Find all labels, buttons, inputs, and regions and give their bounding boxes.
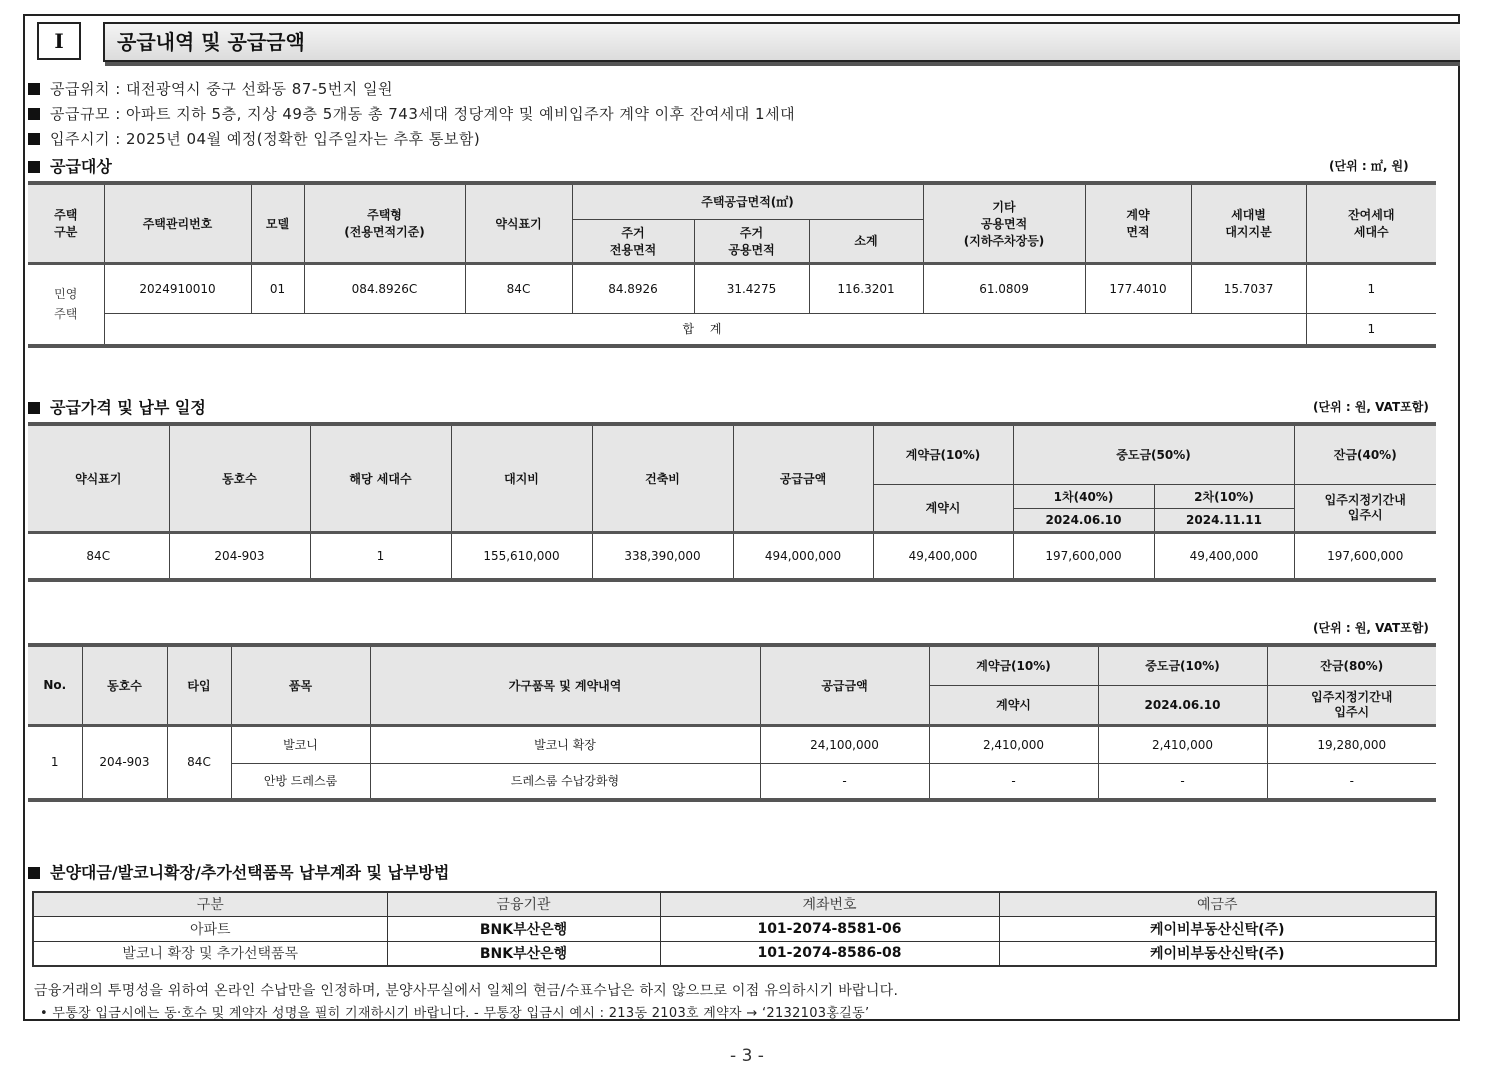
cell-bank: BNK부산은행 xyxy=(387,941,660,966)
section-supply-target: 공급대상 xyxy=(28,154,112,177)
col-holder: 예금주 xyxy=(999,892,1436,916)
col-land-share: 세대별 대지지분 xyxy=(1191,183,1306,263)
table-row xyxy=(28,725,1436,763)
cell-building-cost: 338,390,000 xyxy=(592,532,733,580)
info-scale: 공급규모 : 아파트 지하 5층, 지상 49층 5개동 총 743세대 정당계약 및 예비입주자 계약 이후 잔여세대 1세대 xyxy=(28,103,795,124)
table-row xyxy=(33,941,1436,966)
section-accounts: 분양대금/발코니확장/추가선택품목 납부계좌 및 납부방법 xyxy=(28,860,449,883)
cell-supply-price: 24,100,000 xyxy=(760,725,929,763)
col-contract-area: 계약 면적 xyxy=(1085,183,1191,263)
col-abbr: 약식표기 xyxy=(28,424,169,532)
cell-category: 아파트 xyxy=(33,916,387,941)
bullet-square-icon xyxy=(28,402,40,414)
accounts-table xyxy=(32,891,1437,967)
col-deposit-when: 계약시 xyxy=(929,685,1098,725)
col-housing-category: 주택 구분 xyxy=(28,183,104,263)
col-middle-2: 2차(10%) xyxy=(1154,484,1294,508)
col-building-cost: 건축비 xyxy=(592,424,733,532)
price-schedule-table xyxy=(28,422,1436,582)
cell-no: 1 xyxy=(28,725,82,800)
page-number: - 3 - xyxy=(730,1046,764,1066)
table-row xyxy=(28,263,1436,313)
col-balance: 잔금(80%) xyxy=(1267,645,1436,685)
cell-housing-type: 084.8926C xyxy=(304,263,465,313)
cell-housing-category: 민영 주택 xyxy=(28,263,104,346)
total-value: 1 xyxy=(1306,313,1436,346)
col-detail: 가구품목 및 계약내역 xyxy=(370,645,760,725)
col-subtotal: 소계 xyxy=(809,219,923,263)
cell-model: 01 xyxy=(251,263,304,313)
bullet-square-icon xyxy=(28,108,40,120)
cell-middle-1: 197,600,000 xyxy=(1013,532,1154,580)
cell-deposit: 2,410,000 xyxy=(929,725,1098,763)
section-price-schedule: 공급가격 및 납부 일정 xyxy=(28,395,206,418)
table-row xyxy=(28,763,1436,800)
col-unit-no: 동호수 xyxy=(82,645,167,725)
note-deposit-example: • 무통장 입금시에는 동·호수 및 계약자 성명을 필히 기재하시기 바랍니다. - 무통장 입금시 예시 : 213동 2103호 계약자 → ‘2132103홍길동’ xyxy=(40,1006,870,1021)
col-middle-1: 1차(40%) xyxy=(1013,484,1154,508)
col-balance-when: 입주지정기간내 입주시 xyxy=(1294,484,1436,532)
col-balance-when: 입주지정기간내 입주시 xyxy=(1267,685,1436,725)
col-count: 해당 세대수 xyxy=(310,424,451,532)
cell-balance: 19,280,000 xyxy=(1267,725,1436,763)
col-no: No. xyxy=(28,645,82,725)
col-middle-1-date: 2024.06.10 xyxy=(1013,508,1154,532)
cell-item: 발코니 xyxy=(231,725,370,763)
col-category: 구분 xyxy=(33,892,387,916)
supply-target-table xyxy=(28,181,1436,348)
cell-land-cost: 155,610,000 xyxy=(451,532,592,580)
col-middle-date: 2024.06.10 xyxy=(1098,685,1267,725)
cell-account-no: 101-2074-8581-06 xyxy=(660,916,999,941)
bullet-square-icon xyxy=(28,867,40,879)
col-unit-no: 동호수 xyxy=(169,424,310,532)
unit-note: (단위 : 원, VAT포함) xyxy=(1313,621,1429,635)
cell-deposit: 49,400,000 xyxy=(873,532,1013,580)
cell-unit-no: 204-903 xyxy=(169,532,310,580)
col-deposit-when: 계약시 xyxy=(873,484,1013,532)
unit-note: (단위 : ㎡, 원) xyxy=(1329,159,1409,173)
col-remaining: 잔여세대 세대수 xyxy=(1306,183,1436,263)
col-common-area: 주거 공용면적 xyxy=(694,219,809,263)
table-row xyxy=(28,532,1436,580)
cell-detail: 발코니 확장 xyxy=(370,725,760,763)
cell-abbr: 84C xyxy=(465,263,572,313)
info-move-in: 입주시기 : 2025년 04월 예정(정확한 입주일자는 추후 통보함) xyxy=(28,128,480,149)
cell-abbr: 84C xyxy=(28,532,169,580)
col-deposit: 계약금(10%) xyxy=(873,424,1013,484)
cell-middle: - xyxy=(1098,763,1267,800)
bullet-square-icon xyxy=(28,161,40,173)
col-mgmt-no: 주택관리번호 xyxy=(104,183,251,263)
col-middle-payment: 중도금(10%) xyxy=(1098,645,1267,685)
col-middle-payment: 중도금(50%) xyxy=(1013,424,1294,484)
total-row xyxy=(28,313,1436,346)
col-item: 품목 xyxy=(231,645,370,725)
col-abbr: 약식표기 xyxy=(465,183,572,263)
col-deposit: 계약금(10%) xyxy=(929,645,1098,685)
col-exclusive-area: 주거 전용면적 xyxy=(572,219,694,263)
cell-count: 1 xyxy=(310,532,451,580)
col-middle-2-date: 2024.11.11 xyxy=(1154,508,1294,532)
cell-balance: 197,600,000 xyxy=(1294,532,1436,580)
cell-contract-area: 177.4010 xyxy=(1085,263,1191,313)
table-row xyxy=(33,916,1436,941)
cell-deposit: - xyxy=(929,763,1098,800)
col-supply-price: 공급금액 xyxy=(760,645,929,725)
note-online-payment: 금융거래의 투명성을 위하여 온라인 수납만을 인정하며, 분양사무실에서 일체의 현금/수표수납은 하지 않으므로 이점 유의하시기 바랍니다. xyxy=(34,983,899,999)
col-supply-area: 주택공급면적(㎡) xyxy=(572,183,923,219)
cell-subtotal: 116.3201 xyxy=(809,263,923,313)
col-account-no: 계좌번호 xyxy=(660,892,999,916)
cell-account-no: 101-2074-8586-08 xyxy=(660,941,999,966)
col-balance: 잔금(40%) xyxy=(1294,424,1436,484)
info-location: 공급위치 : 대전광역시 중구 선화동 87-5번지 일원 xyxy=(28,78,393,99)
col-bank: 금융기관 xyxy=(387,892,660,916)
cell-detail: 드레스룸 수납강화형 xyxy=(370,763,760,800)
cell-remaining: 1 xyxy=(1306,263,1436,313)
cell-mgmt-no: 2024910010 xyxy=(104,263,251,313)
total-label: 합 계 xyxy=(104,313,1306,346)
cell-other-common: 61.0809 xyxy=(923,263,1085,313)
col-type: 타입 xyxy=(167,645,231,725)
cell-category: 발코니 확장 및 추가선택품목 xyxy=(33,941,387,966)
unit-note: (단위 : 원, VAT포함) xyxy=(1313,400,1429,414)
options-table xyxy=(28,643,1436,802)
cell-supply-price: 494,000,000 xyxy=(733,532,873,580)
col-model: 모델 xyxy=(251,183,304,263)
cell-bank: BNK부산은행 xyxy=(387,916,660,941)
cell-type: 84C xyxy=(167,725,231,800)
cell-supply-price: - xyxy=(760,763,929,800)
cell-item: 안방 드레스룸 xyxy=(231,763,370,800)
col-supply-price: 공급금액 xyxy=(733,424,873,532)
section-title: 공급내역 및 공급금액 xyxy=(103,22,1460,62)
cell-exclusive: 84.8926 xyxy=(572,263,694,313)
cell-common: 31.4275 xyxy=(694,263,809,313)
bullet-square-icon xyxy=(28,83,40,95)
cell-holder: 케이비부동산신탁(주) xyxy=(999,916,1436,941)
cell-balance: - xyxy=(1267,763,1436,800)
col-other-common: 기타 공용면적 (지하주차장등) xyxy=(923,183,1085,263)
section-number: I xyxy=(37,22,81,60)
col-land-cost: 대지비 xyxy=(451,424,592,532)
cell-land-share: 15.7037 xyxy=(1191,263,1306,313)
cell-unit-no: 204-903 xyxy=(82,725,167,800)
bullet-square-icon xyxy=(28,133,40,145)
col-housing-type: 주택형 (전용면적기준) xyxy=(304,183,465,263)
cell-middle-2: 49,400,000 xyxy=(1154,532,1294,580)
cell-holder: 케이비부동산신탁(주) xyxy=(999,941,1436,966)
cell-middle: 2,410,000 xyxy=(1098,725,1267,763)
